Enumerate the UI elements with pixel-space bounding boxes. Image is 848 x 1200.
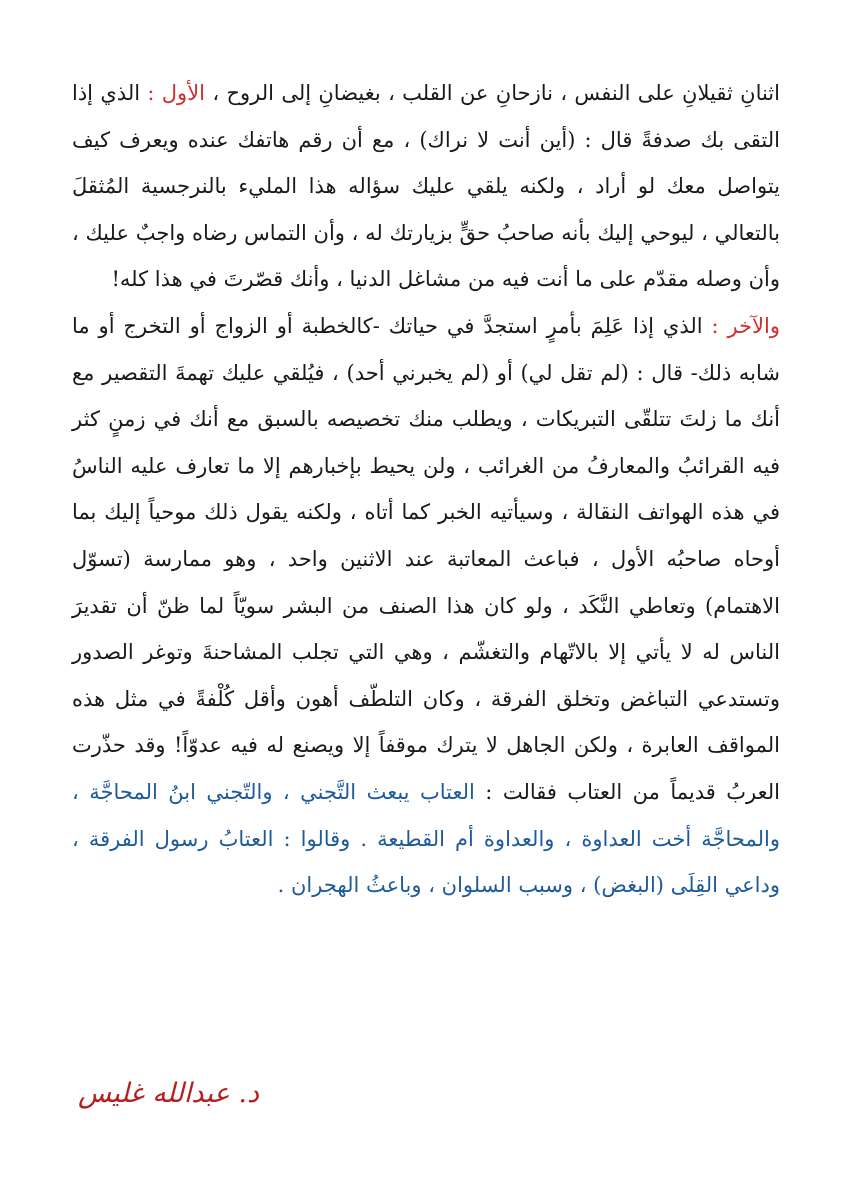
paragraph-other [72, 303, 780, 909]
author-signature: د. عبدالله غليس [78, 1078, 259, 1109]
article-body [72, 70, 780, 909]
quote-proverb-2: وقالوا : العتابُ رسول الفرقة ، وداعي القِلَى (البغض) ، وسبب السلوان ، وباعثُ الهجران . [72, 826, 780, 898]
quote-proverb-1: العتاب يبعث التَّجني ، والتّجني ابنُ المحاجَّة ، والمحاجَّة أخت العداوة ، والعداوة أم القطيعة . [72, 779, 780, 851]
paragraph-first [72, 70, 780, 303]
quote-separator [350, 827, 360, 851]
paragraph-first-intro: اثنانِ ثقيلانِ على النفس ، نازحانِ عن القلب ، بغيضانِ إلى الروح ، [205, 81, 780, 105]
label-first: الأول : [147, 81, 206, 105]
label-other: والآخر : [711, 313, 780, 338]
paragraph-other-text: الذي إذا عَلِمَ بأمرٍ استجدَّ في حياتك -كالخطبة أو الزواج أو التخرج أو ما شابه ذلك- قال : (لم تقل لي) أو (لم يخبرني أحد) ، فيُلقي عليك تهمةَ التقصير مع أنك ما زلتَ تتلقّى التبريكات ، ويطلب منك تخصيصه بالسبق مع أنك في زمنٍ كثر فيه القرائبُ والمعارفُ من الغرائب ، ولن يحيط بإخبارهم إلا ما تعارف عليه الناسُ في هذه الهواتف النقالة ، وسيأتيه الخبر كما أتاه ، ولكنه يقول ذلك موحياً إليك بما أوحاه صاحبُه الأول ، فباعث المعاتبة عند الاثنين واحد ، وهو ممارسة (تسوّل الاهتمام) وتعاطي النَّكَد ، ولو كان هذا الصنف من البشر سويّاً لما ظنّ أن تقديرَ الناس له لا يأتي إلا بالاتّهام والتغشّم ، وهي التي تجلب المشاحنةَ وتوغر الصدور وتستدعي التباغض وتخلق الفرقة ، وكان التلطّف أهون وأقل كُلْفةً في مثل هذه المواقف العابرة ، ولكن الجاهل لا يترك موقفاً إلا ويصنع له فيه عدوّاً! وقد حذّرت العربُ قديماً من العتاب فقالت : [72, 313, 780, 804]
paragraph-first-text: الذي إذا التقى بك صدفةً قال : (أين أنت لا نراك) ، مع أن رقم هاتفك عنده ويعرف كيف يتواصل معك لو أراد ، ولكنه يلقي عليك سؤاله هذا المليء بالنرجسية المُثقلَ بالتعالي ، ليوحي إليك بأنه صاحبُ حقٍّ بزيارتك له ، وأن التماس رضاه واجبٌ عليك ، وأن وصله مقدّم على ما أنت فيه من مشاغل الدنيا ، وأنك قصّرتَ في هذا كله! [72, 81, 780, 292]
